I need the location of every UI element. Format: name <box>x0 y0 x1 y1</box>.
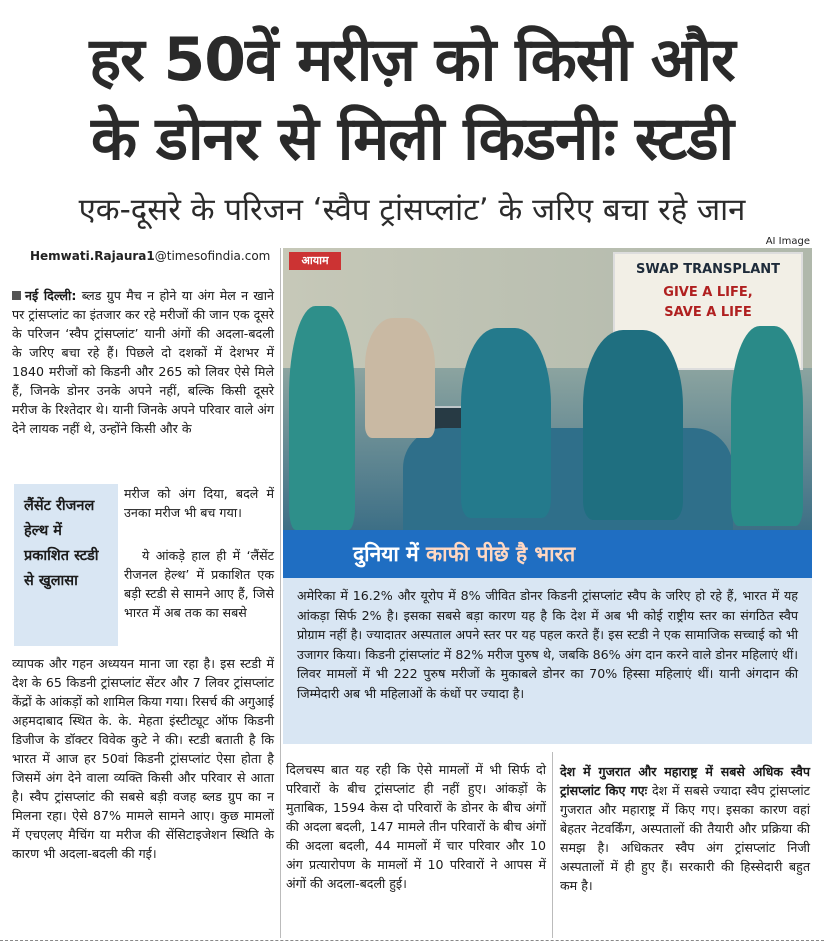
family-figure <box>365 318 435 438</box>
byline <box>30 249 270 263</box>
article-column-1 <box>12 286 274 438</box>
article-body-intro: ब्लड ग्रुप मैच न होने या अंग मेल न खाने पर ट्रांसप्लांट का इंतजार कर रहे मरीजों की जान एक दूसरे के परिजन ‘स्वैप ट्रांसप्लांट’ यानी अंगों की अदला-बदली के जरिए बचा रहे हैं। पिछले दो दशकों में देशभर में 1840 मरीजों को किडनी और 265 को लिवर ऐसे मिले हैं, जिनके डोनर उनके अपने नहीं, बल्कि किसी दूसरे मरीज के रिश्तेदार थे। यानी जिनके अपने परिवार वाले अंग देने लायक नहीं थे, उन्होंने किसी और के <box>12 288 274 436</box>
column-divider-2 <box>552 752 553 938</box>
surgeon-figure-3 <box>583 330 683 520</box>
image-logo: आयाम <box>289 252 341 270</box>
column-4-lead: देश में गुजरात और महाराष्ट्र में सबसे अधिक स्वैप ट्रांसप्लांट किए गएः <box>560 764 810 798</box>
bottom-divider <box>0 940 824 941</box>
section-banner <box>283 530 812 578</box>
surgeon-figure-2 <box>461 328 551 518</box>
illustration-image <box>283 248 812 530</box>
square-bullet-icon <box>12 291 21 300</box>
article-column-4 <box>560 762 810 895</box>
sign-line-2: SAVE A LIFE <box>664 305 752 320</box>
headline-line-2: के डोनर से मिली किडनीः स्टडी <box>90 104 734 174</box>
info-box: अमेरिका में 16.2% और यूरोप में 8% जीवित डोनर किडनी ट्रांसप्लांट स्वैप के जरिए हो रहे हैं, भारत में यह आंकड़ा सिर्फ 2% है। इसका सबसे बड़ा कारण यह है कि देश में अब भी कोई राष्ट्रीय स्तर का संगठित स्वैप प्रोग्राम नहीं है। ज्यादातर अस्पताल अपने स्तर पर यह पहल करते हैं। इस स्टडी ने एक सामाजिक सच्चाई को भी उजागर किया। किडनी ट्रांसप्लांट में 82% मरीज पुरुष थे, जबकि 86% अंग दान करने वाले डोनर महिलाएं थीं। लिवर मामलों में भी 222 पुरुष मरीजों के मुकाबले डोनर का 70% हिस्सा महिलाएं थीं। यानी अंगदान की जिम्मेदारी अब भी महिलाओं के कंधों पर ज्यादा है। <box>283 578 812 744</box>
ai-image-label: AI Image <box>765 236 810 247</box>
article-wrap-text-1: मरीज को अंग दिया, बदले में उनका मरीज भी बच गया। <box>124 486 274 520</box>
banner-text-part-2: काफी पीछे है भारत <box>426 542 576 566</box>
surgeon-figure-1 <box>289 306 355 530</box>
banner-text <box>353 540 575 568</box>
column-4-body: देश में सबसे ज्यादा स्वैप ट्रांसप्लांट गुजरात और महाराष्ट्र में किए गए। इसका कारण वहां बेहतर नेटवर्किंग, अस्पतालों की तैयारी और प्रक्रिया की समझ है। अधिकतर स्वैप अंग ट्रांसप्लांट निजी अस्पतालों में ही हुए हैं। सरकारी की हिस्सेदारी बहुत कम है। <box>560 783 810 893</box>
article-column-1-continued: व्यापक और गहन अध्ययन माना जा रहा है। इस स्टडी में देश के 65 किडनी ट्रांसप्लांट सेंटर और 7 लिवर ट्रांसप्लांट केंद्रों के आंकड़ों को शामिल किया गया। रिसर्च की अगुआई अहमदाबाद स्थित के. के. मेहता इंस्टीट्यूट ऑफ किडनी डिजीज के डॉक्टर विवेक कुटे ने की। स्टडी बताती है कि भारत में आज हर 50वां किडनी ट्रांसप्लांट ऐसा होता है जिसमें अंग देने वाला व्यक्ति किसी और परिवार से आता है। स्वैप ट्रांसप्लांट की सबसे बड़ी वजह ब्लड ग्रुप का न मिलना रहा। ऐसे 87% मामले सामने आए। कुछ मामलों में एचएलए मैचिंग या मरीज की सेंसिटाइजेशन स्थिति के कारण भी अदला-बदली की गई। <box>12 656 274 861</box>
callout-box: लैंसेंट रीजनल हेल्थ में प्रकाशित स्टडी से खुलासा <box>14 484 118 646</box>
operating-table <box>403 428 733 530</box>
surgeon-figure-4 <box>731 326 803 526</box>
sign-line-1: GIVE A LIFE, <box>663 285 753 300</box>
sign-title: SWAP TRANSPLANT <box>635 262 781 277</box>
byline-name: Hemwati.Rajaura1 <box>30 249 155 263</box>
dateline: नई दिल्ली: <box>25 288 77 303</box>
article-column-3: दिलचस्प बात यह रही कि ऐसे मामलों में भी सिर्फ दो परिवारों के बीच ट्रांसप्लांट ही नहीं हुए। आंकड़ों के मुताबिक, 1594 केस दो परिवारों के डोनर के बीच अंगों की अदला बदली, 147 मामले तीन परिवारों के बीच अंगों की अदला बदली, 44 मामलों में चार परिवार और 10 अंग प्रत्यारोपण के मामलों में 10 परिवारों ने आपस में अंगों की अदला-बदली हुई। <box>286 762 546 891</box>
banner-text-part-1: दुनिया में <box>353 542 427 566</box>
subheadline: एक-दूसरे के परिजन ‘स्वैप ट्रांसप्लांट’ के जरिए बचा रहे जान <box>78 192 746 228</box>
headline-line-1: हर 50वें मरीज़ को किसी और <box>89 25 735 95</box>
article-wrap-text-2: ये आंकड़े हाल ही में ‘लैंसेंट रीजनल हेल्थ’ में प्रकाशित एक बड़ी स्टडी से सामने आए हैं, जिसे भारत में अब तक का सबसे <box>124 548 274 620</box>
byline-domain: @timesofindia.com <box>154 249 271 263</box>
column-divider-1 <box>280 248 281 938</box>
